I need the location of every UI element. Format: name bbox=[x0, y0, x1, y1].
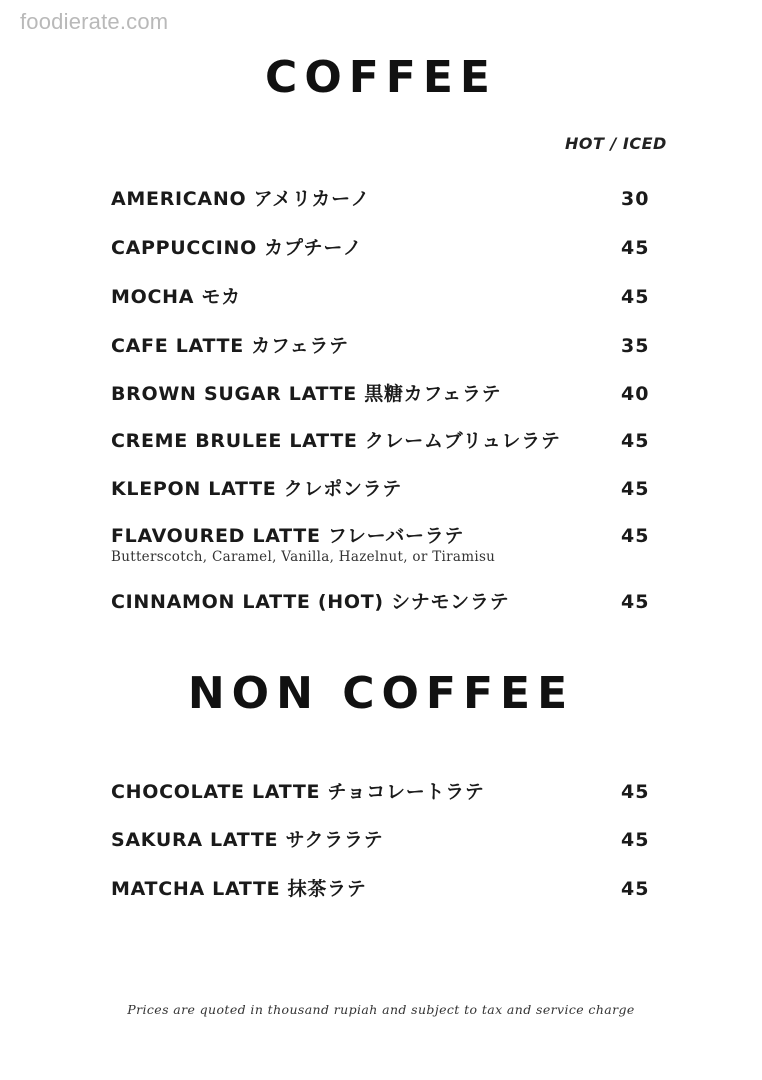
item-price: 45 bbox=[621, 878, 650, 900]
item-description: Butterscotch, Caramel, Vanilla, Hazelnut, or Tiramisu bbox=[111, 549, 496, 565]
item-price: 35 bbox=[621, 335, 650, 357]
item-name: AMERICANO アメリカーノ bbox=[111, 188, 371, 210]
item-price: 45 bbox=[621, 286, 650, 308]
item-price: 45 bbox=[621, 430, 650, 452]
item-name: CAPPUCCINO カプチーノ bbox=[111, 237, 363, 259]
item-name: CINNAMON LATTE (HOT) シナモンラテ bbox=[111, 591, 510, 613]
item-price: 45 bbox=[621, 237, 650, 259]
item-price: 45 bbox=[621, 525, 650, 547]
item-name: CREME BRULEE LATTE クレームブリュレラテ bbox=[111, 430, 561, 452]
item-name: KLEPON LATTE クレポンラテ bbox=[111, 478, 402, 500]
item-price: 45 bbox=[621, 591, 650, 613]
price-footnote: Prices are quoted in thousand rupiah and subject to tax and service charge bbox=[127, 1002, 635, 1017]
item-name: CAFE LATTE カフェラテ bbox=[111, 335, 349, 357]
coffee-section-title: COFFEE bbox=[265, 52, 497, 103]
item-price: 45 bbox=[621, 829, 650, 851]
item-name: MOCHA モカ bbox=[111, 286, 241, 308]
item-name: FLAVOURED LATTE フレーバーラテ bbox=[111, 525, 465, 547]
item-price: 45 bbox=[621, 781, 650, 803]
item-price: 45 bbox=[621, 478, 650, 500]
item-name: MATCHA LATTE 抹茶ラテ bbox=[111, 878, 367, 900]
watermark: foodierate.com bbox=[20, 9, 169, 34]
hot-iced-header: HOT / ICED bbox=[565, 134, 667, 153]
item-name: CHOCOLATE LATTE チョコレートラテ bbox=[111, 781, 485, 803]
item-price: 40 bbox=[621, 383, 650, 405]
item-price: 30 bbox=[621, 188, 650, 210]
item-name: SAKURA LATTE サクララテ bbox=[111, 829, 384, 851]
non-coffee-section-title: NON COFFEE bbox=[187, 668, 575, 719]
item-name: BROWN SUGAR LATTE 黒糖カフェラテ bbox=[111, 383, 502, 405]
